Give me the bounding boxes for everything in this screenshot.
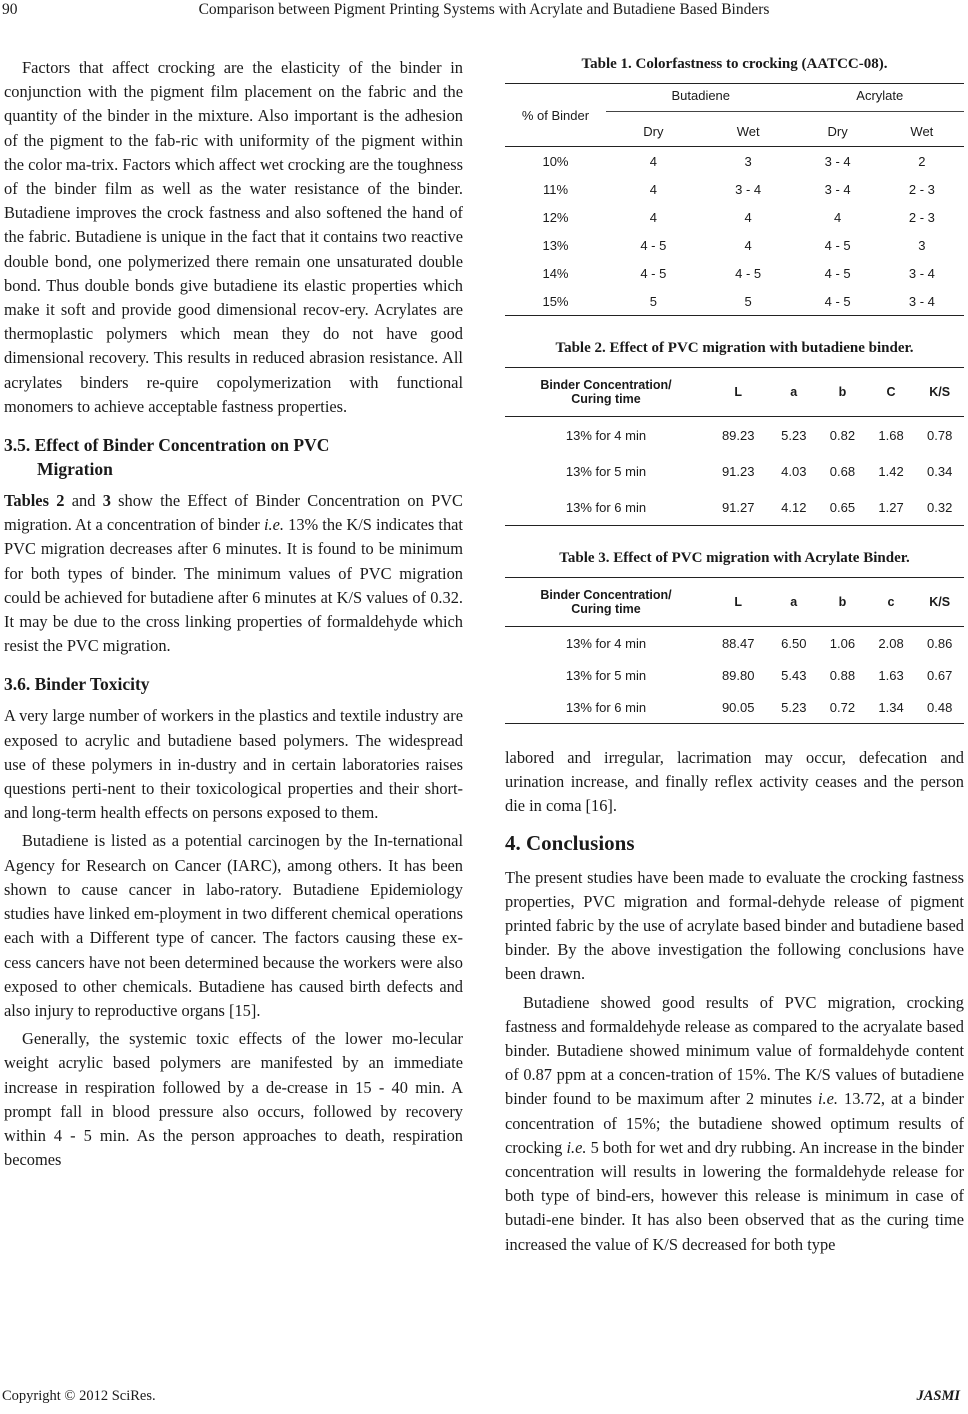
table1-subheader: Dry: [827, 123, 848, 139]
table3-header-binder: Binder Concentration/ Curing time: [540, 588, 672, 616]
table-cell: 4 - 5: [640, 265, 667, 281]
table-cell: 0.68: [829, 463, 856, 479]
table1-header-acrylate: Acrylate: [796, 84, 964, 117]
table-cell: 5.23: [781, 699, 807, 715]
table-row: [505, 203, 964, 231]
table-cell: 1.27: [878, 499, 904, 515]
table1-caption: Table 1. Colorfastness to crocking (AATCC-08).: [581, 56, 888, 72]
table-cell: 0.48: [927, 699, 953, 715]
table-cell: 2: [918, 153, 926, 169]
table3-header-col: b: [838, 595, 847, 609]
table-cell: 0.72: [829, 699, 856, 715]
table-cell: 5.23: [781, 427, 807, 443]
table-row: [505, 231, 964, 259]
table-cell: 1.34: [878, 699, 904, 715]
table-cell: 4: [834, 209, 842, 225]
table-cell: 4 - 5: [824, 293, 851, 309]
table-cell: 13% for 5 min: [565, 667, 647, 683]
table-cell: 0.86: [927, 635, 953, 651]
table-cell: 0.78: [927, 427, 953, 443]
table-cell: 3 - 4: [908, 293, 935, 309]
table-cell: 6.50: [781, 635, 807, 651]
page-number: 90: [2, 1, 18, 18]
table-cell: 89.23: [721, 427, 755, 443]
journal-abbrev: JASMI: [916, 1388, 960, 1404]
table1-colorfastness: [505, 83, 964, 316]
table3-body: [505, 627, 964, 724]
table-cell: 89.80: [721, 667, 755, 683]
table-row: [505, 453, 964, 489]
table-cell: 13% for 6 min: [565, 499, 647, 515]
table-cell: 3 - 4: [824, 181, 851, 197]
right-column: [505, 56, 964, 1257]
table-cell: 13% for 6 min: [565, 699, 647, 715]
table1-header-butadiene: Butadiene: [606, 84, 796, 117]
table2-butadiene-pvc: [505, 367, 964, 526]
table-cell: 0.67: [927, 667, 953, 683]
table-row: [505, 489, 964, 526]
table-cell: 1.63: [878, 667, 904, 683]
table-cell: 3 - 4: [824, 153, 851, 169]
page-footer: [0, 1384, 968, 1414]
table-cell: 4: [649, 153, 657, 169]
table-cell: 91.27: [721, 499, 755, 515]
table-cell: 1.06: [829, 635, 856, 651]
table-cell: 4 - 5: [735, 265, 762, 281]
paragraph-pvc-migration: Tables 2 and 3 show the Effect of Binder Concentration on PVC migration. At a concentration of binder i.e. 13% the K/S indicates that PVC migration decreases after 6 minutes. It is found to be minimum for both types of binder. The minimum values of PVC migration could be achieved for butadiene after 6 minutes at K/S values of 0.32. It may be due to the cross linking properties of formaldehyde which resist the PVC migration.: [4, 491, 463, 656]
table-row: [505, 691, 964, 724]
table3-header-col: L: [734, 595, 743, 609]
table-cell: 4.12: [781, 499, 807, 515]
table2-body: [505, 417, 964, 526]
table-cell: 5: [649, 293, 657, 309]
table-cell: 13% for 4 min: [565, 635, 647, 651]
left-column: [4, 56, 463, 1172]
section-heading-4: 4. Conclusions: [505, 830, 635, 855]
table3-header-col: a: [790, 595, 798, 609]
table-row: [505, 287, 964, 316]
table-cell: 2 - 3: [908, 209, 935, 225]
table2-header-binder: Binder Concentration/ Curing time: [540, 378, 672, 406]
table2-header-col: b: [838, 385, 847, 399]
table-cell: 3: [918, 237, 926, 253]
table-cell: 0.34: [927, 463, 953, 479]
table-cell: 12%: [542, 209, 569, 225]
table-cell: 4: [744, 209, 752, 225]
section-heading-3-6: 3.6. Binder Toxicity: [4, 674, 150, 695]
table-cell: 5.43: [781, 667, 807, 683]
running-header: [0, 0, 968, 22]
table2-header-col: K/S: [929, 385, 951, 399]
table-cell: 3 - 4: [735, 181, 762, 197]
table3-header-col: K/S: [929, 595, 951, 609]
paragraph-toxicity-intro: A very large number of workers in the plastics and textile industry are exposed to acrylic and butadiene based polymers. The widespread use of these polymers in in-dustry and in certain laboratories raises questions perti-nent to their toxicological properties and their short- and long-term health effects on persons exposed to them.: [4, 706, 463, 823]
table-cell: 91.23: [721, 463, 755, 479]
table-cell: 4 - 5: [640, 237, 667, 253]
table-cell: 4 - 5: [824, 237, 851, 253]
table-cell: 1.42: [878, 463, 904, 479]
table2-header-col: L: [734, 385, 743, 399]
table1-subheader: Dry: [643, 123, 664, 139]
table-cell: 0.82: [829, 427, 856, 443]
table-cell: 2 - 3: [908, 181, 935, 197]
table-row: [505, 175, 964, 203]
paragraph-crocking-factors: Factors that affect crocking are the elasticity of the binder in conjunction with the pigment film placement on the fabric and the quantity of the binder in the mixture. Also important is the adhesion of the pigment to the fab-ric with uniformity of the pigment within the color ma-trix. Factors which affect wet crocking are the toughness of the binder film as well as the water resistance of the binder. Butadiene improves the crock fastness and also softened the hand of the fabric. Butadiene is unique in the fact that it contains two reactive double bond, one polymerized there remain one unsaturated double bond. Thus double bonds give butadiene its elastic properties which make it soft and provide good dimensional recov-ery. Acrylates are thermoplastic polymers which mean they do not have good dimensional recovery. This results in reduced abrasion resistance. All acrylates binders re-quire copolymerization with functional monomers to achieve acceptable fastness properties.: [4, 58, 463, 416]
table-cell: 11%: [542, 181, 569, 197]
table-cell: 13% for 5 min: [565, 463, 647, 479]
table3-header-col: c: [887, 595, 895, 609]
table-cell: 88.47: [721, 635, 755, 651]
table1-header-binder: % of Binder: [521, 107, 590, 123]
table-cell: 3: [744, 153, 752, 169]
table-cell: 2.08: [878, 635, 904, 651]
table-cell: 15%: [542, 293, 569, 309]
paragraph-butadiene-carcinogen: Butadiene is listed as a potential carcinogen by the In-ternational Agency for Research on Cancer (IARC), among others. It has been shown to cause cancer in labo-ratory. Butadiene Epidemiology studies have linked em-ployment in two different chemical operations each with a Different type of cancer. The factors causing these ex-cess cancers have not been determined because the workers were also exposed to other chemicals. Butadiene has caused birth defects and also injury to reproductive organs [15].: [4, 831, 463, 1020]
paragraph-acrylic-toxic-effects: Generally, the systemic toxic effects of the lower mo-lecular weight acrylic based polymers are manifested by an immediate increase in respiration followed by a de-crease in 15 - 40 min. A prompt fall in blood pressure also occurs, followed by recovery within 4 - 5 min. As the person approaches to death, respiration becomes: [4, 1029, 463, 1170]
table-cell: 0.32: [927, 499, 953, 515]
table2-header-col: C: [886, 385, 896, 399]
table-cell: 4: [649, 209, 657, 225]
table-cell: 4.03: [781, 463, 807, 479]
table-row: [505, 627, 964, 660]
table1-subheader: Wet: [910, 123, 934, 139]
table1-subheader: Wet: [736, 123, 760, 139]
table2-caption: Table 2. Effect of PVC migration with butadiene binder.: [555, 340, 914, 356]
table1-body: [505, 147, 964, 316]
table3-acrylate-pvc: [505, 577, 964, 724]
copyright: Copyright © 2012 SciRes.: [2, 1388, 156, 1404]
running-title: Comparison between Pigment Printing Systems with Acrylate and Butadiene Based Binders: [198, 1, 770, 18]
table-cell: 1.68: [878, 427, 904, 443]
table-cell: 14%: [542, 265, 569, 281]
table-row: [505, 417, 964, 454]
table-cell: 90.05: [721, 699, 755, 715]
section-heading-3-5: 3.5. Effect of Binder Concentration on PVC Migration: [4, 435, 330, 480]
table-cell: 0.88: [829, 667, 856, 683]
table-cell: 0.65: [829, 499, 856, 515]
table-cell: 4 - 5: [824, 265, 851, 281]
table-row: [505, 659, 964, 691]
table2-header-col: a: [790, 385, 798, 399]
table-cell: 5: [744, 293, 752, 309]
paragraph-conclusions-butadiene: Butadiene showed good results of PVC migration, crocking fastness and formaldehyde release as compared to the acryalate based binder. Butadiene showed minimum value of formaldehyde content of 0.87 ppm at a concen-tration of 15%. The K/S values of butadiene binder found to be maximum after 2 minutes i.e. 13.72, at a binder concentration of 15%; the butadiene showed optimum results of crocking i.e. 5 both for wet and dry rubbing. An increase in the binder concentration will results in lowering the formaldehyde release for both type of bind-ers, however this release is minimum in case of butadi-ene binder. It has also been observed that as the curing time increased the value of K/S decreased for both type: [505, 992, 964, 1254]
table-cell: 4: [649, 181, 657, 197]
table-cell: 4: [744, 237, 752, 253]
table-cell: 13%: [542, 237, 569, 253]
paragraph-toxicity-continued: labored and irregular, lacrimation may occur, defecation and urination increase, and finally reflex activity ceases and the person die in coma [16].: [505, 748, 964, 816]
table-row: [505, 147, 964, 176]
table-cell: 3 - 4: [908, 265, 935, 281]
table-cell: 10%: [542, 153, 569, 169]
paragraph-conclusions-intro: The present studies have been made to evaluate the crocking fastness properties, PVC migration and formal-dehyde release of pigment printed fabric by the use of acrylate based binder and butadiene based binder. By the above investigation the following conclusions have been drawn.: [505, 867, 964, 984]
table-row: [505, 259, 964, 287]
table-cell: 13% for 4 min: [565, 427, 647, 443]
table3-caption: Table 3. Effect of PVC migration with Acrylate Binder.: [559, 550, 910, 566]
